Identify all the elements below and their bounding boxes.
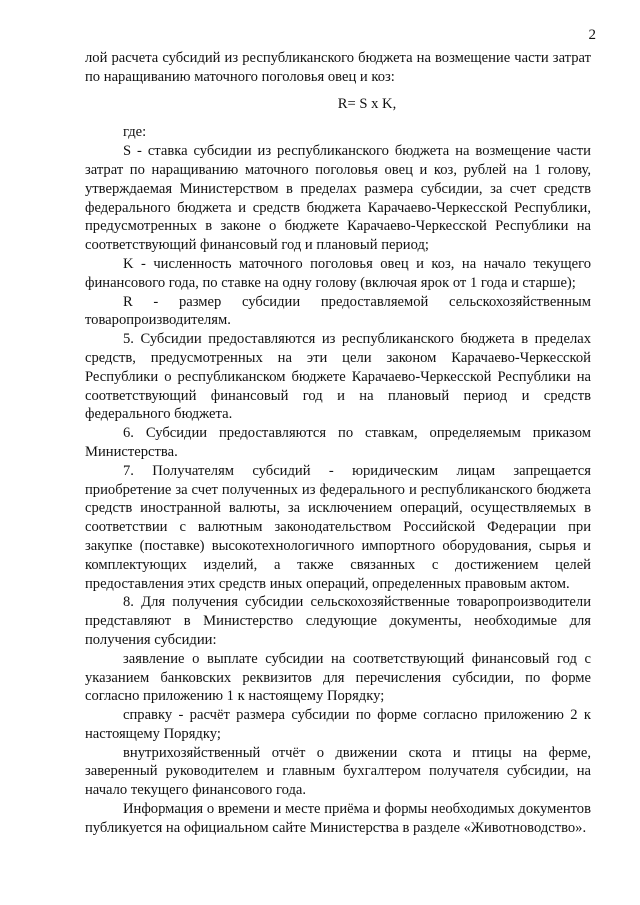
document-report: внутрихозяйственный отчёт о движении скота и птицы на ферме, заверенный руководителем и главным бухгалтером получателя субсидии, на начало текущего финансового года.	[85, 744, 591, 799]
definition-k: K - численность маточного поголовья овец и коз, на начало текущего финансового года, по ставке на одну голову (включая ярок от 1 года и старше);	[85, 255, 591, 291]
paragraph-where: где:	[123, 124, 147, 141]
clause-6: 6. Субсидии предоставляются по ставкам, определяемым приказом Министерства.	[85, 425, 591, 460]
paragraph-info: Информация о времени и месте приёма и формы необходимых документов публикуется на официальном сайте Министерства в разделе «Животноводство».	[85, 801, 591, 836]
document-application: заявление о выплате субсидии на соответствующий финансовый год с указанием банковских реквизитов для перечисления субсидии, по форме согласно приложению 1 к настоящему Порядку;	[85, 650, 591, 705]
clause-8: 8. Для получения субсидии сельскохозяйственные товаропроизводители представляют в Министерство следующие документы, необходимые для получения субсидии:	[85, 594, 591, 648]
clause-7: 7. Получателям субсидий - юридическим лицам запрещается приобретение за счет полученных из федерального и республиканского бюджета средств иностранной валюты, за исключением операций, осуществляемых в соответствии с валютным законодательством Российской Федерации при закупке (поставке) высокотехнологичного импортного оборудования, сырья и комплектующих изделий, а также связанных с достижением целей предоставления этих средств иных операций, определенных правовым актом.	[85, 462, 591, 592]
definition-s: S - ставка субсидии из республиканского бюджета на возмещение части затрат по наращиванию маточного поголовья овец и коз, рублей на 1 голову, утверждаемая Министерством в пределах размера субсидии, за счет средств федерального бюджета и средств бюджета Карачаево-Черкесской Республики, предусмотренных в законе о бюджете Карачаево-Черкесской Республики на соответствующий финансовый год и плановый период;	[85, 143, 591, 254]
definition-r: R - размер субсидии предоставляемой сельскохозяйственным товаропроизводителям.	[85, 293, 591, 329]
paragraph-intro: лой расчета субсидий из республиканского бюджета на возмещение части затрат по наращиванию маточного поголовья овец и коз:	[85, 50, 591, 85]
document-body	[85, 49, 591, 838]
document-calculation: справку - расчёт размера субсидии по форме согласно приложению 2 к настоящему Порядку;	[85, 707, 591, 742]
formula: R= S x K,	[337, 95, 397, 112]
clause-5: 5. Субсидии предоставляются из республиканского бюджета в пределах средств, предусмотренных на эти цели законом Карачаево-Черкесской Республики о республиканском бюджете Карачаево-Черкесской Республики на соответствующий финансовый год и на плановый период и средств федерального бюджета.	[85, 331, 591, 423]
page-number: 2	[588, 27, 596, 43]
